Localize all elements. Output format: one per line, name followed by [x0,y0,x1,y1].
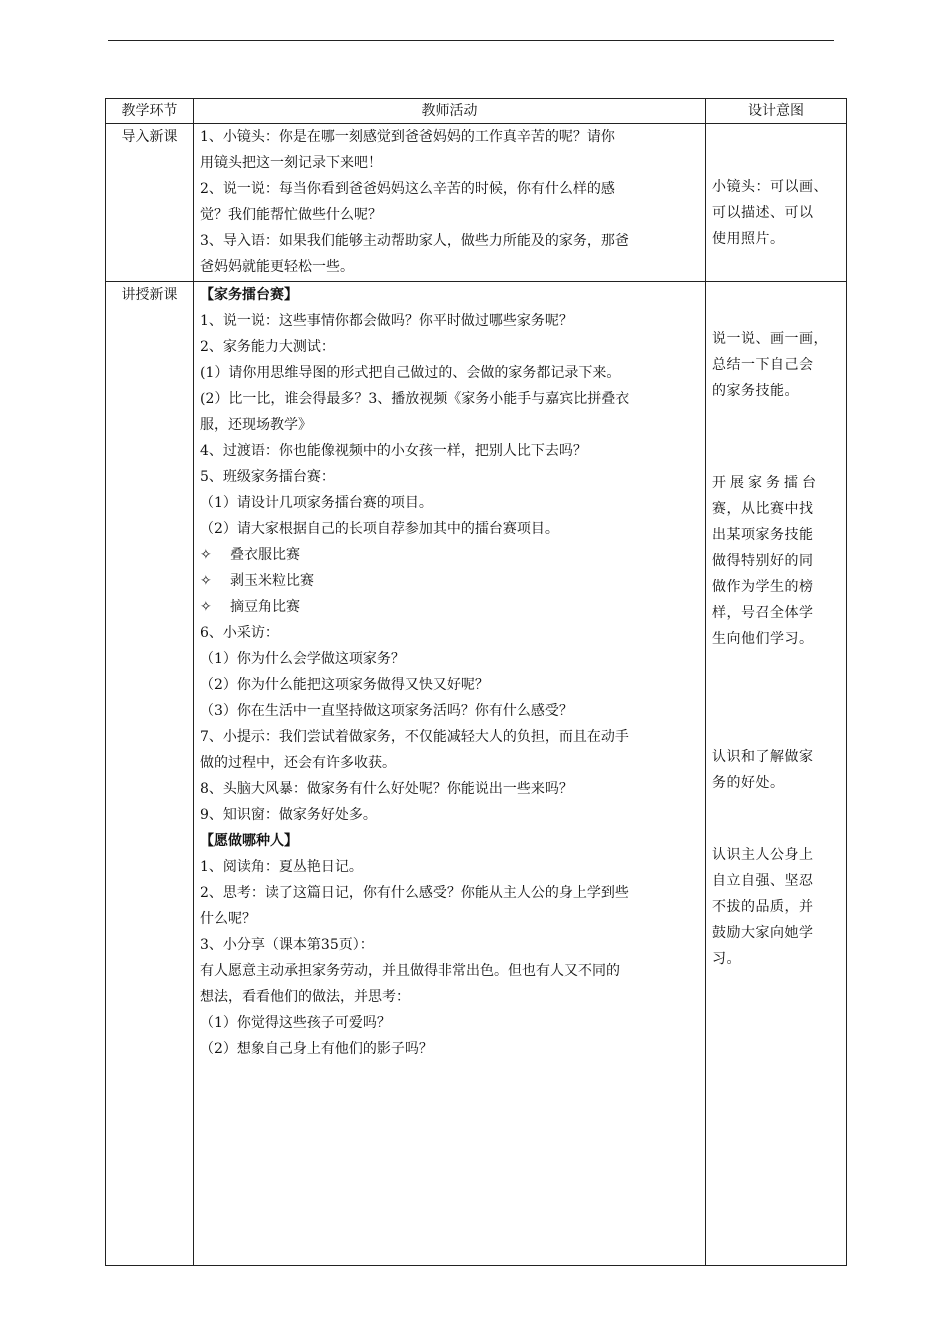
activity-line: 2、思考：读了这篇日记，你有什么感受？你能从主人公的身上学到些 [200,885,629,901]
stage-new-lesson: 讲授新课 [106,282,194,1266]
activity-line: (1）请你用思维导图的形式把自己做过的、会做的家务都记录下来。 [200,365,621,381]
activity-line: 4、过渡语：你也能像视频中的小女孩一样，把别人比下去吗？ [200,443,587,459]
activity-line: （1）请设计几项家务擂台赛的项目。 [200,495,433,511]
header-stage: 教学环节 [106,99,194,124]
activity-line: 服，还现场教学》 [200,417,312,433]
list-item [200,542,699,568]
activity-line: 用镜头把这一刻记录下来吧！ [200,155,382,171]
activity-line: 1、说一说：这些事情你都会做吗？你平时做过哪些家务呢？ [200,313,573,329]
activity-line: 有人愿意主动承担家务劳动，并且做得非常出色。但也有人又不同的 [200,963,620,979]
table-header-row [106,99,847,124]
design-line: 说一说、画一画， [712,331,828,347]
activity-line: （2）请大家根据自己的长项自荐参加其中的擂台赛项目。 [200,521,559,537]
activity-line: 8、头脑大风暴：做家务有什么好处呢？你能说出一些来吗？ [200,781,573,797]
list-item [200,594,699,620]
activity-line: 6、小采访： [200,625,279,641]
design-line: 可以描述、可以 [712,205,814,221]
design-line: 认识主人公身上 [712,847,814,863]
design-line: 鼓励大家向她学 [712,925,814,941]
activity-intro [194,124,706,282]
activity-line: （1）你觉得这些孩子可爱吗？ [200,1015,391,1031]
activity-line: 3、导入语：如果我们能够主动帮助家人，做些力所能及的家务，那爸 [200,233,629,249]
design-line: 习。 [712,951,741,967]
activity-line: 5、班级家务擂台赛： [200,469,335,485]
design-line: 做作为学生的榜 [712,579,814,595]
section-title-which-person: 【愿做哪种人】 [200,833,298,849]
design-new-lesson [706,282,847,1266]
design-note-3 [712,744,840,796]
design-intro [706,124,847,282]
activity-new-lesson [194,282,706,1266]
activity-line: (2）比一比，谁会得最多？3、播放视频《家务小能手与嘉宾比拼叠衣 [200,391,630,407]
bullet-text: 剥玉米粒比赛 [230,573,314,589]
header-teacher-activity: 教师活动 [194,99,706,124]
activity-line: 9、知识窗：做家务好处多。 [200,807,377,823]
design-line: 自立自强、坚忍 [712,873,814,889]
bullet-text: 叠衣服比赛 [230,547,300,563]
design-line: 出某项家务技能 [712,527,814,543]
activity-line: 2、家务能力大测试： [200,339,335,355]
design-line: 务的好处。 [712,775,785,791]
bullet-text: 摘豆角比赛 [230,599,300,615]
lesson-plan-table [105,98,847,1266]
design-line: 赛，从比赛中找 [712,501,814,517]
design-line: 做得特别好的同 [712,553,814,569]
design-note-1 [712,326,840,404]
design-line: 不拔的品质，并 [712,899,814,915]
section-title-chores-contest: 【家务擂台赛】 [200,287,298,303]
activity-line: （1）你为什么会学做这项家务？ [200,651,405,667]
activity-line: （3）你在生活中一直坚持做这项家务活吗？你有什么感受？ [200,703,573,719]
diamond-bullet-icon: ✧ [200,599,212,615]
activity-line: 做的过程中，还会有许多收获。 [200,755,396,771]
design-line: 小镜头：可以画、 [712,179,828,195]
design-line: 认识和了解做家 [712,749,814,765]
design-line: 样，号召全体学 [712,605,814,621]
table-row-intro [106,124,847,282]
activity-line: 3、小分享（课本第35页）： [200,937,374,953]
header-rule [108,40,834,41]
design-note-4 [712,842,840,972]
design-note-2 [712,470,840,652]
list-item [200,568,699,594]
activity-line: 7、小提示：我们尝试着做家务，不仅能减轻大人的负担，而且在动手 [200,729,629,745]
activity-line: 想法，看看他们的做法，并思考： [200,989,410,1005]
activity-line: 2、说一说：每当你看到爸爸妈妈这么辛苦的时候，你有什么样的感 [200,181,615,197]
activity-line: 什么呢？ [200,911,256,927]
activity-line: 觉？我们能帮忙做些什么呢？ [200,207,382,223]
table-row-new-lesson [106,282,847,1266]
activity-line: 1、小镜头：你是在哪一刻感觉到爸爸妈妈的工作真辛苦的呢？请你 [200,129,615,145]
activity-line: （2）你为什么能把这项家务做得又快又好呢？ [200,677,489,693]
activity-line: （2）想象自己身上有他们的影子吗？ [200,1041,433,1057]
design-line: 总结一下自己会 [712,357,814,373]
stage-intro: 导入新课 [106,124,194,282]
header-design-intent: 设计意图 [706,99,847,124]
design-line: 生向他们学习。 [712,631,814,647]
diamond-bullet-icon: ✧ [200,547,212,563]
activity-line: 1、阅读角：夏丛艳日记。 [200,859,363,875]
design-line: 使用照片。 [712,231,785,247]
design-line: 的家务技能。 [712,383,799,399]
activity-line: 爸妈妈就能更轻松一些。 [200,259,354,275]
diamond-bullet-icon: ✧ [200,573,212,589]
design-line: 开展家务擂台 [712,475,820,491]
